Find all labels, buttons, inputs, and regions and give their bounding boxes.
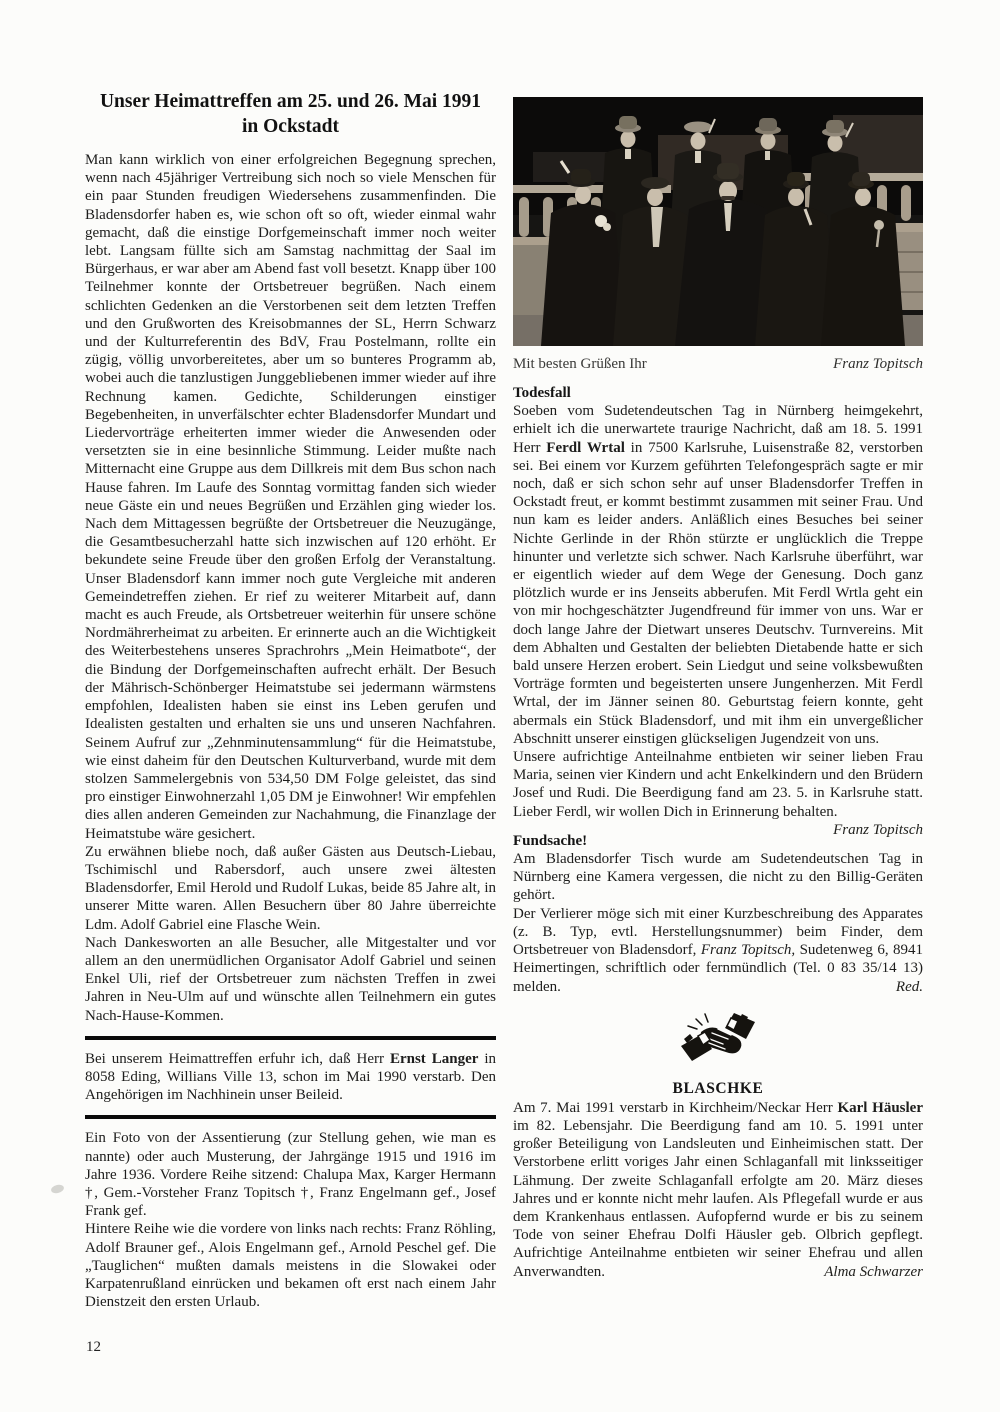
article-title-line1: Unser Heimattreffen am 25. und 26. Mai 1991 — [99, 91, 482, 112]
article-title-line2: in Ockstadt — [242, 115, 339, 137]
fundsache-text-pre: Der Verlierer möge sich mit einer Kurzbeschreibung des Apparates (z. B. Typ, evtl. Herstellungsnummer) beim Finder, dem Ortsbetreuer von Bladensdorf, — [513, 905, 923, 959]
photo-caption-signature: Franz Topitsch — [833, 356, 923, 372]
todesfall-condolence-text: Unsere aufrichtige Anteilnahme entbieten wir seiner lieben Frau Maria, seinen vier Kindern und acht Enkelkindern und den Brüdern Josef und Rudi. Die Beerdigung fand am 23. 5. in Karlsruhe statt. Lieber Ferdl, wir wollen Dich in Erinnerung behalten. — [513, 749, 923, 820]
todesfall-signature: Franz Topitsch — [833, 821, 923, 838]
photo-note-paragraph-1: Ein Foto von der Assentierung (zur Stellung gehen, wie man es nannte) oder auch Musterung, der Jahrgänge 1915 und 1916 im Jahre 1936. Vordere Reihe sitzend: Chalupa Max, Karger Hermann †, Gem.-Vorsteher Franz Topitsch †, Franz Engelmann gef., Josef Frank gef. — [85, 1130, 496, 1220]
todesfall-text-pre: Soeben vom Sudetendeutschen Tag in Nürnberg heimgekehrt, erhielt ich die unerwartete traurige Nachricht, daß am 18. 5. 1991 Herr — [513, 403, 923, 456]
group-photo-illustration — [513, 97, 923, 346]
margin-smudge — [50, 1184, 65, 1195]
right-column — [513, 97, 923, 1281]
blaschke-name: Karl Häusler — [837, 1099, 923, 1116]
fundsache-paragraph-2 — [513, 905, 923, 996]
langer-text-pre: Bei unserem Heimattreffen erfuhr ich, daß Herr — [85, 1050, 390, 1067]
photo-note-paragraph-2: Hintere Reihe wie die vordere von links nach rechts: Franz Röhling, Adolf Brauner gef., Alois Engelmann gef., Arnold Peschel gef. Die „Tauglichen“ mußten damals meistens in die Slowakei oder Karpatenrußland einrücken und bekamen oft erst nach einem Jahr Dienstzeit den ersten Urlaub. — [85, 1221, 496, 1311]
section-divider-bottom — [85, 1115, 496, 1119]
photo-caption: Mit besten Grüßen Ihr — [513, 356, 647, 372]
article-paragraph-2: Zu erwähnen bliebe noch, daß außer Gästen aus Deutsch-Liebau, Tschimischl und Rabersdorf, auch unsere zwei ältesten Bladensdorfer, Emil Herold und Rudolf Lukas, beide 85 Jahre alt, in unserer Mitte waren. Allen Besuchern über 80 Jahre überreichte Ldm. Adolf Gabriel eine Flasche Wein. — [85, 843, 496, 933]
todesfall-paragraph-1 — [513, 402, 923, 748]
article-paragraph-3: Nach Dankesworten an alle Besucher, alle Mitgestalter und vor allem an den unermüdlichen Organisator Adolf Gabriel und seinen Enkel Uli, rief der Ortsbetreuer zum nächsten Treffen in zwei Jahren in Neu-Ulm auf und wünschte allen Teilnehmern ein gutes Nach-Hause-Kommen. — [85, 934, 496, 1024]
section-divider-top — [85, 1036, 496, 1040]
obituary-note-langer — [85, 1050, 496, 1105]
fundsache-paragraph-1: Am Bladensdorfer Tisch wurde am Sudetendeutschen Tag in Nürnberg eine Kamera vergessen, die nicht zu den Billig-Geräten gehört. — [513, 851, 923, 904]
todesfall-heading: Todesfall — [513, 385, 571, 401]
blaschke-signature: Alma Schwarzer — [824, 1263, 923, 1280]
langer-text-post: in 8058 Eding, Willians Ville 13, schon im Mai 1990 verstarb. Den Angehörigen im Nachhinein unser Beileid. — [85, 1050, 496, 1104]
fundsache-text-post: Sudetenweg 6, 8941 Heimertingen, schriftlich oder fernmündlich (Tel. 0 83 35/14 13) melden. — [513, 942, 923, 995]
blaschke-text-post: im 82. Lebensjahr. Die Beerdigung fand am 10. 5. 1991 unter großer Beteiligung von Landsleuten und Einheimischen statt. Der Verstorbene erlitt voriges Jahr einen Schlaganfall mit linksseitiger Lähmung. Der zweite Schlaganfall erfolgte am 20. März dieses Jahres und er konnte nicht mehr laufen. Als Pflegefall wurde er aus dem Krankenhaus entlassen. Aufopfernd wurde er bis zu seinem Tode von seiner Ehefrau Dolfi Häusler geb. Olbrich gepflegt. Aufrichtige Anteilnahme entbieten wir seiner Ehefrau und allen Anverwandten. — [513, 1117, 923, 1280]
todesfall-name: Ferdl Wrtal — [546, 439, 625, 456]
blaschke-text-pre: Am 7. Mai 1991 verstarb in Kirchheim/Neckar Herr — [513, 1099, 838, 1116]
page-number: 12 — [86, 1339, 101, 1355]
handshake-icon — [678, 1009, 758, 1063]
langer-name: Ernst Langer — [389, 1050, 479, 1067]
left-column — [85, 90, 496, 1311]
todesfall-paragraph-2 — [513, 748, 923, 838]
article-paragraph-1: Man kann wirklich von einer erfolgreichen Begegnung sprechen, wenn nach 45jähriger Vertreibung sich noch so viele Menschen für ein paar Stunden freudigen Wiedersehens zusammenfinden. Die Bladensdorfer haben es, wie schon oft so oft, wieder einmal wahr gemacht, daß die einstige Dorfgemeinschaft immer noch weiter lebt. Langsam füllte sich am Samstag nachmittag der Saal im Bürgerhaus, er war aber am Abend fast voll besetzt. Knapp über 100 Teilnehmer konnte der Ortsbetreuer begrüßen. Nach einem schlichten Gedenken an die Verstorbenen seit dem letzten Treffen und den Grußworten des Kreisobmannes der SL, Herrn Schwarz und der Kulturreferentin des BdV, Frau Postelmann, rollte ein zügig, völlig unvorbereitetes, aber um so bunteres Programm ab, wobei auch die tanzlustigen Junggebliebenen immer wieder auf ihre Rechnung kamen. Gedichte, Schilderungen einstiger Begebenheiten, in unverfälschter echter Bladensdorfer Mundart und Liedervorträge erheiterten immer wieder die Anwesenden oder versetzten sie in eine besinnliche Stimmung. Leider mußte nach Mitternacht eine Gruppe aus dem Dillkreis mit dem Bus schon nach Hause fahren. Im Laufe des Sonntag vormittag fanden sich wieder neue Gäste ein und neues Begrüßen und Erzählen ging wieder los. Nach dem Mittagessen begrüßte der Ortsbetreuer die Neuzugänge, die Gesamtbesucherzahl hatte sich inzwischen auf 120 erhöht. Er bekundete seine Freude über den großen Erfolg der Veranstaltung. Unser Bladensdorf kann immer noch gute Vergleiche mit anderen Gemeindetreffen ziehen. Er rief zu weiterer Mitarbeit auf, dann macht es auch Freude, als Ortsbetreuer weiterhin für unsere schöne Nordmährerheimat zu arbeiten. Er erinnerte auch an die Wichtigkeit des Weiterbestehens unseres Sprachrohrs „Mein Heimatbote“, der die Bindung der Dorfgemeinschaften aufrecht erhält. Der Besuch der Mährisch-Schönberger Heimatstube sei jedermann wärmstens empfohlen, Idealisten haben sie einst ins Leben gerufen und Idealisten gestalten und erhalten sie uns und unseren Nachfahren. Seinem Aufruf zur „Zehnminutensammlung“ für die Heimatstube, wie einst daheim für den Deutschen Kulturverband, wurde mit dem stolzen Sammelergebnis von 534,50 DM Folge geleistet, das sind pro einstiger Einwohnerzahl 1,05 DM je Einwohner! Wir empfehlen dies allen anderen Gemeinden zur Nachahmung, die Finanzlage der Heimatstube wäre gesichert. — [85, 152, 496, 842]
fundsache-heading: Fundsache! — [513, 832, 588, 849]
fundsache-contact-name: Franz Topitsch, — [700, 942, 796, 959]
fundsache-signature: Red. — [895, 978, 923, 995]
photo-caption-row — [513, 355, 923, 373]
todesfall-text-post: in 7500 Karlsruhe, Luisenstraße 82, verstorben sei. Bei einem vor Kurzem geführten Telefongespräch sagte er mir noch, daß er sich schon sehr auf unser Bladensdorfer Treffen in Ockstadt freut, er kommt bestimmt zusammen mit seiner Frau. Und nun kam es leider anders. Anläßlich eines Besuches bei seiner Nichte Gerlinde in der Rhön stürzte er unglücklich die Treppe hinunter und verletzte sich schwer. Nach Karlsruhe überführt, war er eigentlich wieder auf dem Wege der Genesung. Doch ganz plötzlich wurde er ins Jenseits abberufen. Mit Ferdl Wrtla geht ein von mir hochgeschätzter Jugendfreund für immer von uns. War er doch lange Jahre der Dietwart unseres Deutschv. Turnvereins. Mit dem Abhalten und Gestalten der beliebten Dietabende hatte er sich bald unsere Herzen erobert. Sein Liedgut und seine volksbewußten Vorträge formten und begeisterten unsere Jungenherzen. Mit Ferdl Wrtal, der im Jänner seinen 80. Geburtstag feiern konnte, geht abermals ein Stück Bladensdorf, und mit ihm ein unvergeßlicher Abschnitt unserer einstigen glückseligen Jugendzeit von uns. — [513, 439, 923, 747]
handshake-divider — [513, 1009, 923, 1068]
blaschke-paragraph — [513, 1099, 923, 1281]
group-photo — [513, 97, 923, 346]
article-title — [85, 90, 496, 139]
blaschke-heading: BLASCHKE — [672, 1079, 764, 1097]
